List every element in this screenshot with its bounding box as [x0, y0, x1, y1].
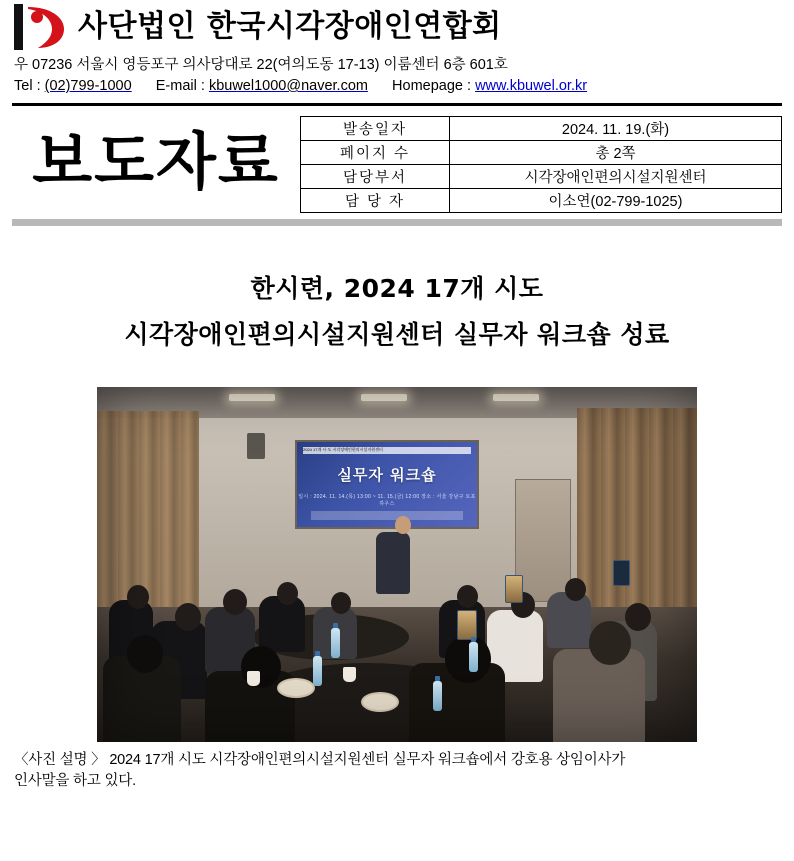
meta-value-send-date: 2024. 11. 19.(화) [450, 117, 782, 141]
letterhead [0, 0, 794, 97]
banner-top-text: 2024 17개 시·도 시각장애인편의시설지원센터 [303, 447, 471, 454]
table-row [301, 165, 782, 189]
address-line: 우 07236 서울시 영등포구 의사당대로 22(여의도동 17-13) 이룸센터 6층 601호 [14, 57, 508, 73]
press-release-header [12, 116, 782, 213]
meta-label-page-count: 페이지 수 [301, 141, 450, 165]
page-title: 보도자료 [32, 124, 280, 198]
caption-line-1: 〈사진 설명 〉 2024 17개 시도 시각장애인편의시설지원센터 실무자 워크숍에서 강호용 상임이사가 [14, 751, 626, 768]
table-row [301, 117, 782, 141]
header-divider [12, 103, 782, 106]
tel-value: (02)799-1000 [44, 78, 132, 95]
meta-value-page-count: 총 2쪽 [450, 141, 782, 165]
table-row [301, 141, 782, 165]
contact-line [14, 76, 780, 97]
press-release-meta-table [300, 116, 782, 213]
projection-screen [295, 440, 479, 529]
headline-line-2: 시각장애인편의시설지원센터 실무자 워크숍 성료 [124, 320, 670, 350]
photo-caption [14, 750, 780, 794]
article-headline [0, 266, 794, 359]
meta-value-contact-person: 이소연(02-799-1025) [450, 189, 782, 213]
workshop-photo [97, 387, 697, 742]
tel-label: Tel : [14, 78, 41, 95]
meta-value-department: 시각장애인편의시설지원센터 [450, 165, 782, 189]
meta-label-contact-person: 담 당 자 [301, 189, 450, 213]
header-bottom-divider [12, 219, 782, 226]
photo-content [97, 387, 697, 742]
email-label: E-mail : [155, 78, 205, 95]
kbuwel-logo-icon [14, 4, 68, 50]
banner-sub-text: 일시 : 2024. 11. 14.(목) 13:00 ~ 11. 15.(금) 12:00 장소 : 서울 강남구 토포하우스 [298, 493, 476, 507]
presenter-figure [376, 532, 410, 594]
banner-title-text: 실무자 워크숍 [337, 465, 437, 484]
organization-row [14, 4, 780, 50]
email-value: kbuwel1000@naver.com [208, 78, 368, 95]
meta-label-send-date: 발송일자 [301, 117, 450, 141]
meta-label-department: 담당부서 [301, 165, 450, 189]
homepage-link[interactable]: www.kbuwel.or.kr [475, 78, 588, 95]
caption-line-2: 인사말을 하고 있다. [14, 773, 136, 790]
organization-name: 사단법인 한국시각장애인연합회 [78, 9, 502, 45]
homepage-label: Homepage : [392, 78, 472, 95]
headline-line-1: 한시련, 2024 17개 시도 [250, 274, 544, 304]
table-row [301, 189, 782, 213]
